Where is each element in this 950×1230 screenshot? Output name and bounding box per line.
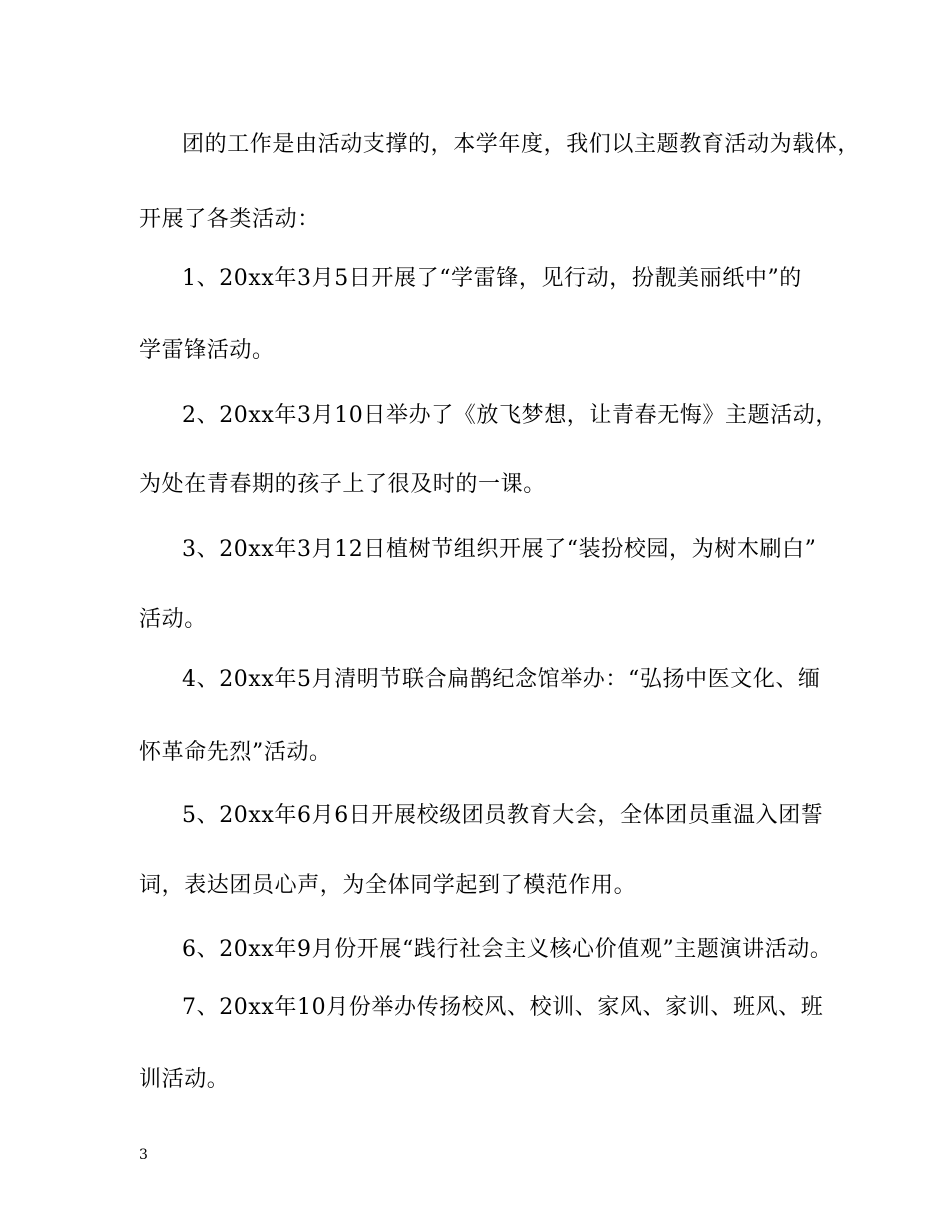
item-3-line-1: 3、20xx年3月12日植树节组织开展了“装扮校园，为树木刷白” (182, 537, 817, 562)
item-2-line-1: 2、20xx年3月10日举办了《放飞梦想，让青春无悔》主题活动， (182, 403, 838, 428)
item-7-line-1: 7、20xx年10月份举办传扬校风、校训、家风、家训、班风、班 (182, 995, 824, 1020)
item-7-line-2: 训活动。 (139, 1067, 230, 1092)
item-4-line-1: 4、20xx年5月清明节联合扁鹊纪念馆举办：“弘扬中医文化、缅 (182, 667, 821, 692)
item-3-line-2: 活动。 (139, 607, 207, 632)
item-2-line-2: 为处在青春期的孩子上了很及时的一课。 (139, 472, 546, 497)
paragraph-intro-line-2: 开展了各类活动： (139, 207, 320, 232)
item-4-line-2: 怀革命先烈”活动。 (139, 740, 332, 765)
item-1-line-1: 1、20xx年3月5日开展了“学雷锋，见行动，扮靓美丽纸中”的 (182, 266, 802, 291)
item-6-line-1: 6、20xx年9月份开展“践行社会主义核心价值观”主题演讲活动。 (182, 937, 833, 962)
page-number: 3 (139, 1147, 148, 1163)
paragraph-intro-line-1: 团的工作是由活动支撑的，本学年度，我们以主题教育活动为载体， (182, 132, 861, 157)
item-1-line-2: 学雷锋活动。 (139, 338, 275, 363)
item-5-line-2: 词，表达团员心声，为全体同学起到了模范作用。 (139, 873, 637, 898)
item-5-line-1: 5、20xx年6月6日开展校级团员教育大会，全体团员重温入团誓 (182, 803, 824, 828)
